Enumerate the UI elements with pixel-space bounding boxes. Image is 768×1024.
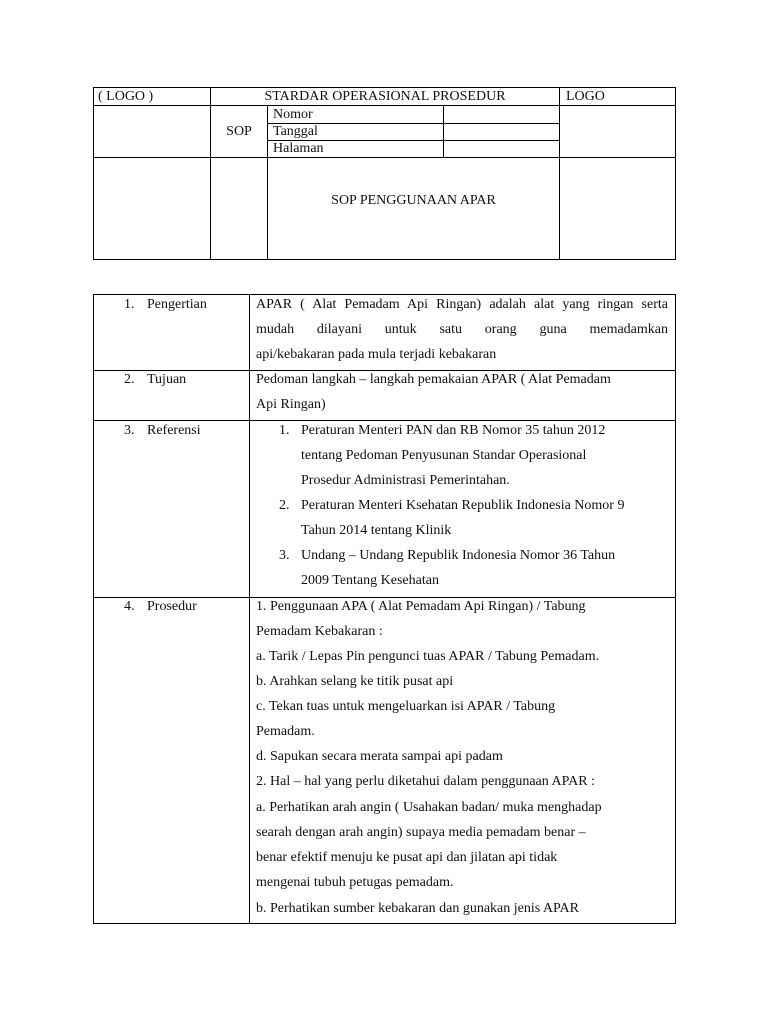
prosedur-line: benar efektif menuju ke pusat api dan jilatan api tidak — [256, 850, 558, 865]
prosedur-line: b. Perhatikan sumber kebakaran dan gunakan jenis APAR — [256, 901, 579, 916]
section-label-prosedur: Prosedur — [147, 599, 197, 614]
prosedur-line: Pemadam Kebakaran : — [256, 624, 383, 639]
reference-line: Peraturan Menteri Ksehatan Republik Indonesia Nomor 9 — [301, 498, 625, 513]
reference-line: tentang Pedoman Penyusunan Standar Operasional — [301, 448, 587, 463]
section-number: 2. — [124, 372, 135, 387]
prosedur-line: 1. Penggunaan APA ( Alat Pemadam Api Ringan) / Tabung — [256, 599, 586, 614]
prosedur-line: a. Perhatikan arah angin ( Usahakan badan/ muka menghadap — [256, 800, 602, 815]
field-value-cell-halaman — [443, 140, 560, 158]
field-label-halaman: Halaman — [273, 141, 324, 156]
reference-line: 2009 Tentang Kesehatan — [301, 573, 439, 588]
prosedur-line: 2. Hal – hal yang perlu diketahui dalam penggunaan APAR : — [256, 774, 595, 789]
field-label-tanggal: Tanggal — [273, 124, 318, 139]
section-label-pengertian: Pengertian — [147, 297, 207, 312]
document-header-title: STARDAR OPERASIONAL PROSEDUR — [264, 89, 506, 104]
reference-line: Peraturan Menteri PAN dan RB Nomor 35 tahun 2012 — [301, 423, 606, 438]
header-cell-blank-right-2 — [559, 157, 676, 260]
prosedur-line: c. Tekan tuas untuk mengeluarkan isi APAR / Tabung — [256, 699, 556, 714]
section-label-tujuan: Tujuan — [147, 372, 187, 387]
header-cell-blank-mid — [210, 157, 268, 260]
sop-label: SOP — [226, 124, 252, 139]
section-number: 1. — [124, 297, 135, 312]
pengertian-line: api/kebakaran pada mula terjadi kebakaran — [256, 347, 497, 362]
field-value-cell-tanggal — [443, 123, 560, 141]
reference-line: Undang – Undang Republik Indonesia Nomor 36 Tahun — [301, 548, 616, 563]
section-label-referensi: Referensi — [147, 423, 201, 438]
section-number: 3. — [124, 423, 135, 438]
label-cell-referensi — [93, 420, 250, 598]
reference-line: Tahun 2014 tentang Klinik — [301, 523, 452, 538]
logo-left-placeholder: ( LOGO ) — [98, 89, 154, 104]
pengertian-line: mudah dilayani untuk satu orang guna memadamkan — [256, 322, 668, 337]
prosedur-line: Pemadam. — [256, 724, 315, 739]
document-title: SOP PENGGUNAAN APAR — [331, 193, 496, 208]
prosedur-line: d. Sapukan secara merata sampai api padam — [256, 749, 503, 764]
reference-line: Prosedur Administrasi Pemerintahan. — [301, 473, 510, 488]
field-label-nomor: Nomor — [273, 107, 313, 122]
section-number: 4. — [124, 599, 135, 614]
prosedur-line: b. Arahkan selang ke titik pusat api — [256, 674, 454, 689]
header-cell-blank-left-2 — [93, 157, 211, 260]
reference-number: 1. — [279, 423, 290, 438]
reference-number: 3. — [279, 548, 290, 563]
label-cell-prosedur — [93, 597, 250, 924]
prosedur-line: searah dengan arah angin) supaya media pemadam benar – — [256, 825, 586, 840]
header-cell-blank-left — [93, 105, 211, 158]
reference-number: 2. — [279, 498, 290, 513]
header-cell-blank-right — [559, 105, 676, 158]
pengertian-line: APAR ( Alat Pemadam Api Ringan) adalah alat yang ringan serta — [256, 297, 668, 312]
field-value-cell-nomor — [443, 105, 560, 124]
tujuan-line: Pedoman langkah – langkah pemakaian APAR ( Alat Pemadam — [256, 372, 611, 387]
prosedur-line: mengenai tubuh petugas pemadam. — [256, 875, 454, 890]
prosedur-line: a. Tarik / Lepas Pin pengunci tuas APAR / Tabung Pemadam. — [256, 649, 600, 664]
tujuan-line: Api Ringan) — [256, 397, 326, 412]
logo-right-placeholder: LOGO — [566, 89, 605, 104]
